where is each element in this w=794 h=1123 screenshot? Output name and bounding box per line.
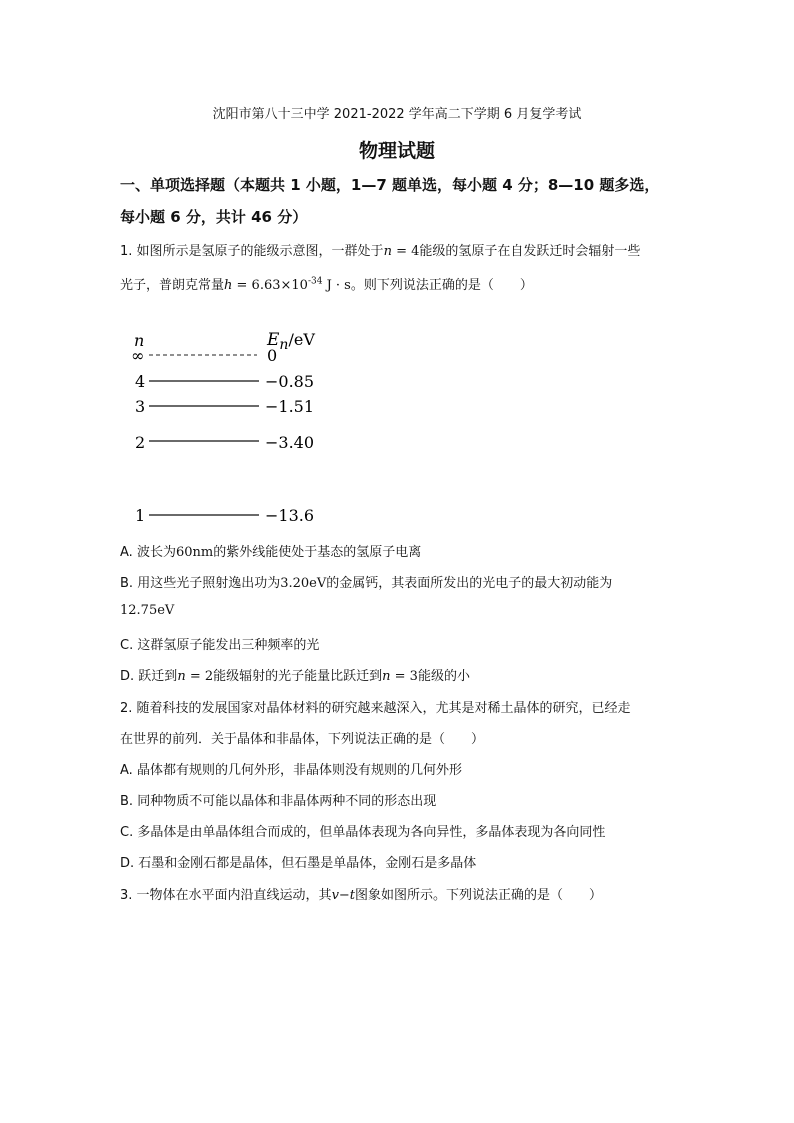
option-key: C.	[120, 825, 134, 840]
q3-text-b: 图象如图所示。下列说法正确的是（ ）	[355, 888, 603, 903]
q1-h-exponent: -34	[307, 276, 323, 287]
option-eq: = 2	[185, 669, 214, 684]
level-n-1: 1	[135, 506, 146, 525]
option-key: A.	[120, 545, 133, 560]
option-key: A.	[120, 763, 133, 778]
level-e-1: −13.6	[265, 506, 315, 525]
level-n-inf: ∞	[131, 346, 145, 365]
q1-option-a	[120, 541, 690, 560]
q2-number: 2.	[120, 701, 133, 716]
q1-text-c: 光子，普朗克常量	[120, 278, 225, 293]
q1-h-unit: J · s	[322, 278, 351, 293]
option-n-var: n	[382, 669, 391, 684]
option-text: 同种物质不可能以晶体和非晶体两种不同的形态出现	[137, 794, 437, 809]
option-key: B.	[120, 794, 134, 809]
option-key: D.	[120, 669, 135, 684]
option-text: 能级辐射的光子能量比跃迁到	[213, 669, 383, 684]
q2-option-a	[120, 759, 690, 778]
q1-option-b	[120, 572, 690, 591]
level-e-2: −3.40	[265, 433, 315, 452]
level-e-inf: 0	[267, 346, 278, 365]
option-text: 这群氢原子能发出三种频率的光	[137, 638, 320, 653]
q3-number: 3.	[120, 888, 133, 903]
q1-option-d	[120, 665, 690, 684]
option-text: 用这些光子照射逸出功为	[137, 576, 281, 591]
option-text: 跃迁到	[138, 669, 178, 684]
option-eq: = 3	[390, 669, 418, 684]
option-key: B.	[120, 576, 134, 591]
q3-vt: v−t	[331, 888, 356, 903]
energy-level-diagram	[125, 330, 335, 530]
level-n-3: 3	[135, 397, 146, 416]
q1-h-value: = 6.63×10	[232, 278, 308, 293]
diagram-e-main: E	[267, 330, 280, 350]
option-key: C.	[120, 638, 134, 653]
level-n-4: 4	[135, 372, 146, 391]
q1-eq4: = 4	[391, 244, 420, 259]
q1-text-d: 。则下列说法正确的是（ ）	[350, 278, 533, 293]
option-text: 晶体都有规则的几何外形，非晶体则没有规则的几何外形	[136, 763, 462, 778]
option-n-var: n	[177, 669, 186, 684]
q2-line2: 在世界的前列．关于晶体和非晶体，下列说法正确的是（ ）	[120, 732, 485, 747]
q3-text-a: 一物体在水平面内沿直线运动，其	[136, 888, 332, 903]
option-value: 3.20eV	[280, 576, 327, 591]
q2-line1	[120, 697, 690, 716]
q1-h-var: h	[224, 278, 233, 293]
diagram-e-unit: /eV	[288, 330, 315, 349]
option-text: 的金属钙，其表面所发出的光电子的最大初动能为	[326, 576, 613, 591]
option-value: 60nm	[175, 545, 214, 560]
option-text: 的紫外线能使处于基态的氢原子电离	[213, 545, 422, 560]
q1-text-b: 能级的氢原子在自发跃迁时会辐射一些	[419, 244, 641, 259]
q1-line2	[120, 274, 690, 293]
q2-option-b	[120, 790, 690, 809]
q3-line1	[120, 884, 690, 903]
option-key: D.	[120, 856, 135, 871]
q2-text-1: 随着科技的发展国家对晶体材料的研究越来越深入，尤其是对稀土晶体的研究，已经走	[136, 701, 631, 716]
level-n-2: 2	[135, 433, 146, 452]
option-text: 石墨和金刚石都是晶体，但石墨是单晶体，金刚石是多晶体	[138, 856, 477, 871]
q2-option-d	[120, 852, 690, 871]
diagram-e-sub: n	[279, 337, 289, 353]
q1-line1	[120, 240, 690, 259]
q1-option-b-value: 12.75eV	[120, 603, 175, 618]
q1-option-c	[120, 634, 690, 653]
q2-option-c	[120, 821, 690, 840]
level-e-3: −1.51	[265, 397, 315, 416]
q1-text-a: 如图所示是氢原子的能级示意图，一群处于	[136, 244, 384, 259]
option-text: 多晶体是由单晶体组合而成的，但单晶体表现为各向异性，多晶体表现为各向同性	[137, 825, 606, 840]
school-exam-title: 沈阳市第八十三中学 2021-2022 学年高二下学期 6 月复学考试	[212, 107, 582, 122]
option-text: 波长为	[136, 545, 176, 560]
subject-title: 物理试题	[358, 140, 435, 162]
diagram-n-label: n	[134, 331, 145, 350]
level-e-4: −0.85	[265, 372, 315, 391]
section-heading-line1: 一、单项选择题（本题共 1 小题，1—7 题单选，每小题 4 分；8—10 题多选，	[120, 176, 660, 194]
section-heading-line2: 每小题 6 分，共计 46 分）	[120, 208, 308, 226]
q1-n-var: n	[383, 244, 392, 259]
q1-number: 1.	[120, 244, 133, 259]
option-text: 能级的小	[417, 669, 470, 684]
